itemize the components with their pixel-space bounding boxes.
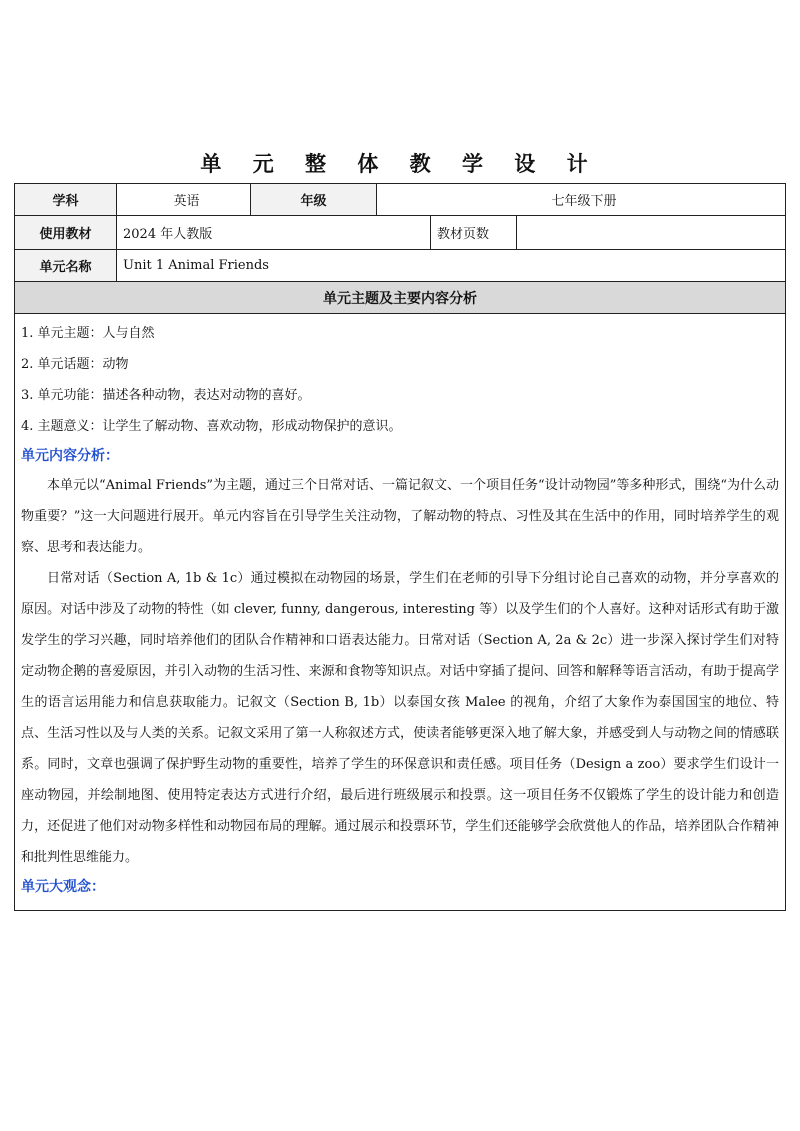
unit-value: Unit 1 Animal Friends xyxy=(116,250,785,281)
textbook-label: 使用教材 xyxy=(15,216,116,249)
textbook-value: 2024 年人教版 xyxy=(116,216,430,249)
unit-row xyxy=(15,250,785,282)
theme-item: 3. 单元功能：描述各种动物，表达对动物的喜好。 xyxy=(21,388,311,403)
content-analysis-heading: 单元内容分析： xyxy=(21,448,119,464)
section-title: 单元主题及主要内容分析 xyxy=(15,282,785,314)
theme-item: 4. 主题意义：让学生了解动物、喜欢动物，形成动物保护的意识。 xyxy=(21,419,402,434)
pages-value xyxy=(516,216,785,249)
subject-label: 学科 xyxy=(15,184,116,215)
content-paragraph: 日常对话（Section A, 1b & 1c）通过模拟在动物园的场景，学生们在老师的引导下分组讨论自己喜欢的动物，并分享喜欢的原因。对话中涉及了动物的特性（如 clever, funny, dangerous, interesting 等）以及学生们的个人喜好。这种对话形式有助于激发学生的学习兴趣，同时培养他们的团队合作精神和口语表达能力。日常对话（Section A, 2a & 2c）进一步深入探讨学生们对特定动物企鹅的喜爱原因，并引入动物的生活习性、来源和食物等知识点。对话中穿插了提问、回答和解释等语言活动，有助于提高学生的语言运用能力和信息获取能力。记叙文（Section B, 1b）以泰国女孩 Malee 的视角，介绍了大象作为泰国国宝的地位、特点、生活习性以及与人类的关系。记叙文采用了第一人称叙述方式，使读者能够更深入地了解大象，并感受到人与动物之间的情感联系。同时，文章也强调了保护野生动物的重要性，培养了学生的环保意识和责任感。项目任务（Design a zoo）要求学生们设计一座动物园，并绘制地图、使用特定表达方式进行介绍，最后进行班级展示和投票。这一项目任务不仅锻炼了学生的设计能力和创造力，还促进了他们对动物多样性和动物园布局的理解。通过展示和投票环节，学生们还能够学会欣赏他人的作品，培养团队合作精神和批判性思维能力。 xyxy=(21,571,779,865)
content-paragraph: 本单元以“Animal Friends”为主题，通过三个日常对话、一篇记叙文、一个项目任务“设计动物园”等多种形式，围绕“为什么动物重要？”这一大问题进行展开。单元内容旨在引导学生关注动物，了解动物的特点、习性及其在生活中的作用，同时培养学生的观察、思考和表达能力。 xyxy=(21,478,779,555)
theme-item: 2. 单元话题：动物 xyxy=(21,357,129,372)
grade-value: 七年级下册 xyxy=(376,184,785,215)
unit-label: 单元名称 xyxy=(15,250,116,281)
big-idea-heading: 单元大观念： xyxy=(21,879,105,895)
section-content xyxy=(15,318,785,901)
textbook-row xyxy=(15,216,785,250)
lesson-design-table xyxy=(14,183,786,911)
theme-item: 1. 单元主题：人与自然 xyxy=(21,326,155,341)
subject-value: 英语 xyxy=(116,184,250,215)
pages-label: 教材页数 xyxy=(430,216,516,249)
document-title: 单 元 整 体 教 学 设 计 xyxy=(200,152,600,176)
grade-label: 年级 xyxy=(250,184,376,215)
subject-grade-row xyxy=(15,184,785,216)
